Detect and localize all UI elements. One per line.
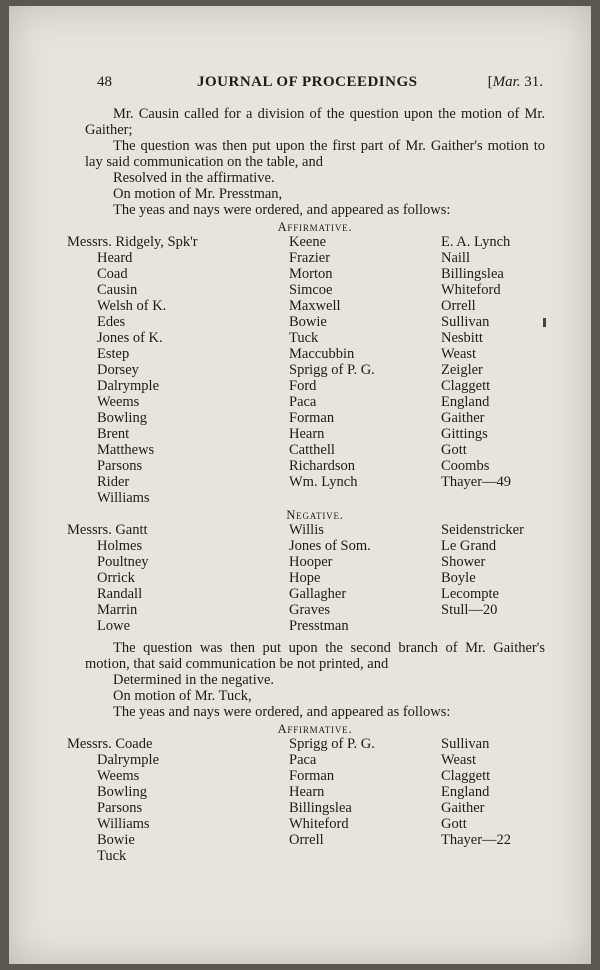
member-name: Catthell [289, 442, 335, 458]
member-name: E. A. Lynch [441, 234, 511, 250]
member-name: Maccubbin [289, 346, 355, 362]
member-name: Thayer—49 [441, 474, 512, 490]
member-name: Gaither [441, 410, 485, 426]
member-name: Gaither [441, 800, 485, 816]
member-name: Bowling [97, 784, 147, 800]
member-name: Nesbitt [441, 330, 483, 346]
member-name: Paca [289, 752, 317, 768]
page-date: [Mar. 31. [487, 74, 543, 90]
member-name: England [441, 394, 490, 410]
member-name: Weems [97, 768, 140, 784]
paragraph: On motion of Mr. Presstman, [113, 186, 283, 202]
member-name: Weems [97, 394, 140, 410]
member-name: Richardson [289, 458, 356, 474]
affirmative-heading: Affirmative. [277, 220, 353, 234]
member-name: Messrs. Coade [67, 736, 153, 752]
member-name: Hooper [289, 554, 333, 570]
member-name: Welsh of K. [97, 298, 167, 314]
margin-mark [543, 318, 546, 327]
member-name: Paca [289, 394, 317, 410]
paragraph: The question was then put upon the first part of Mr. Gaither's motion to lay said communication on the table, and [85, 138, 545, 170]
member-name: Weast [441, 752, 477, 768]
member-name: Tuck [97, 848, 127, 864]
member-name: Rider [97, 474, 130, 490]
page-number: 48 [97, 74, 112, 90]
paragraph: Determined in the negative. [113, 672, 275, 688]
member-name: Graves [289, 602, 331, 618]
member-name: Hope [289, 570, 321, 586]
member-name: Coombs [441, 458, 490, 474]
paragraph: Mr. Causin called for a division of the question upon the motion of Mr. Gaither; [85, 106, 545, 138]
paragraph: The yeas and nays were ordered, and appeared as follows: [113, 704, 451, 720]
member-name: Lowe [97, 618, 131, 634]
member-name: Gittings [441, 426, 488, 442]
member-name: Messrs. Gantt [67, 522, 148, 538]
member-name: Parsons [97, 800, 143, 816]
paragraph: The yeas and nays were ordered, and appeared as follows: [113, 202, 451, 218]
member-name: Messrs. Ridgely, Spk'r [67, 234, 198, 250]
member-name: Heard [97, 250, 133, 266]
running-header [85, 74, 545, 94]
member-name: Claggett [441, 768, 491, 784]
member-name: Jones of Som. [289, 538, 371, 554]
member-name: Sprigg of P. G. [289, 362, 375, 378]
member-name: Boyle [441, 570, 476, 586]
affirmative-heading: Affirmative. [277, 722, 353, 736]
member-name: Coad [97, 266, 128, 282]
member-name: Maxwell [289, 298, 341, 314]
member-name: Thayer—22 [441, 832, 512, 848]
member-name: Williams [97, 816, 150, 832]
member-name: Claggett [441, 378, 491, 394]
member-name: Dalrymple [97, 378, 160, 394]
member-name: Whiteford [441, 282, 501, 298]
vote1-affirmative-list [67, 234, 545, 506]
member-name: Willis [289, 522, 324, 538]
member-name: Morton [289, 266, 333, 282]
member-name: Simcoe [289, 282, 333, 298]
member-name: Holmes [97, 538, 143, 554]
member-name: Whiteford [289, 816, 349, 832]
vote1-negative-list [67, 522, 545, 640]
member-name: Stull—20 [441, 602, 498, 618]
member-name: Forman [289, 768, 335, 784]
member-name: Matthews [97, 442, 155, 458]
member-name: Le Grand [441, 538, 497, 554]
journal-page [9, 6, 591, 964]
member-name: Parsons [97, 458, 143, 474]
member-name: Orrell [441, 298, 476, 314]
member-name: Poultney [97, 554, 149, 570]
member-name: Bowie [97, 832, 135, 848]
member-name: Dorsey [97, 362, 139, 378]
member-name: Randall [97, 586, 143, 602]
negative-heading: Negative. [286, 508, 344, 522]
member-name: Estep [97, 346, 130, 362]
member-name: Brent [97, 426, 130, 442]
member-name: Gallagher [289, 586, 347, 602]
member-name: Forman [289, 410, 335, 426]
paragraph: On motion of Mr. Tuck, [113, 688, 252, 704]
member-name: Jones of K. [97, 330, 163, 346]
member-name: Gott [441, 442, 467, 458]
member-name: Williams [97, 490, 150, 506]
member-name: Keene [289, 234, 327, 250]
member-name: Wm. Lynch [289, 474, 358, 490]
member-name: Presstman [289, 618, 349, 634]
member-name: Lecompte [441, 586, 499, 602]
member-name: Naill [441, 250, 470, 266]
member-name: Sprigg of P. G. [289, 736, 375, 752]
member-name: Ford [289, 378, 317, 394]
member-name: Hearn [289, 784, 325, 800]
member-name: Causin [97, 282, 138, 298]
member-name: Gott [441, 816, 467, 832]
member-name: Seidenstricker [441, 522, 524, 538]
member-name: Bowling [97, 410, 147, 426]
member-name: Billingslea [441, 266, 504, 282]
member-name: England [441, 784, 490, 800]
member-name: Zeigler [441, 362, 483, 378]
page-content [67, 74, 545, 866]
vote2-affirmative-list [67, 736, 545, 866]
member-name: Orrell [289, 832, 324, 848]
member-name: Hearn [289, 426, 325, 442]
member-name: Frazier [289, 250, 331, 266]
member-name: Shower [441, 554, 486, 570]
paragraph: The question was then put upon the second branch of Mr. Gaither's motion, that said communication be not printed, and [85, 640, 545, 672]
member-name: Bowie [289, 314, 327, 330]
member-name: Orrick [97, 570, 135, 586]
member-name: Weast [441, 346, 477, 362]
member-name: Marrin [97, 602, 138, 618]
member-name: Tuck [289, 330, 319, 346]
member-name: Dalrymple [97, 752, 160, 768]
member-name: Sullivan [441, 314, 490, 330]
member-name: Edes [97, 314, 126, 330]
paragraph: Resolved in the affirmative. [113, 170, 275, 186]
member-name: Billingslea [289, 800, 352, 816]
member-name: Sullivan [441, 736, 490, 752]
page-title: JOURNAL OF PROCEEDINGS [197, 74, 418, 90]
